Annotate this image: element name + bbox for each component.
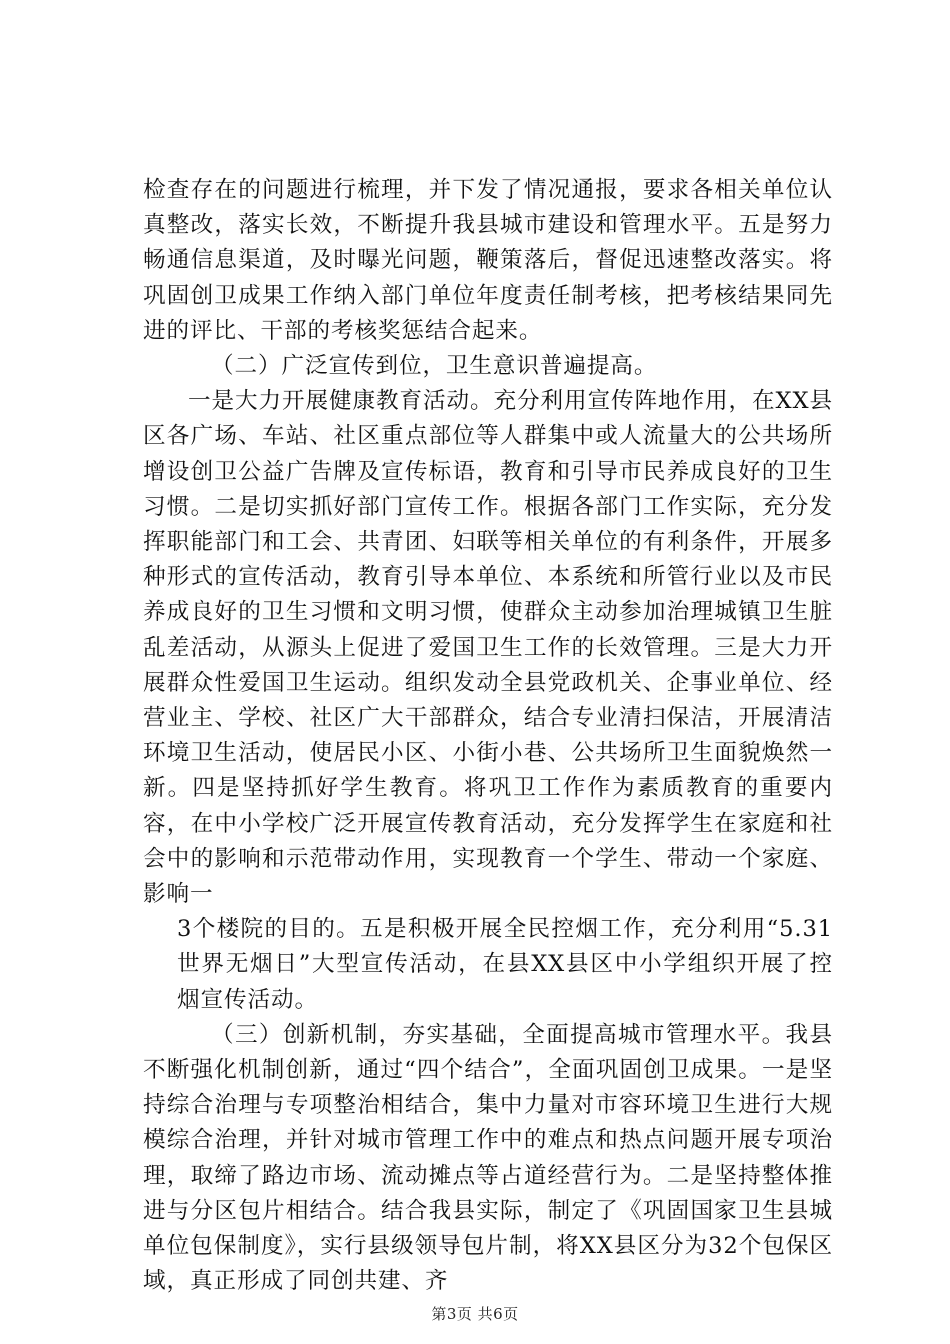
paragraph-tobacco-control: 3个楼院的目的。五是积极开展全民控烟工作，充分利用“5.31世界无烟日”大型宣传活动，在县XX县区中小学组织开展了控烟宣传活动。 (177, 916, 833, 1013)
section-heading-2: （二）广泛宣传到位，卫生意识普遍提高。 (211, 353, 658, 380)
page-number-footer: 第3页 共6页 (431, 1305, 519, 1323)
document-body (143, 173, 833, 1300)
paragraph-publicity: 一是大力开展健康教育活动。充分利用宣传阵地作用，在XX县区各广场、车站、社区重点部位等人群集中或人流量大的公共场所增设创卫公益广告牌及宣传标语，教育和引导市民养成良好的卫生习惯。二是切实抓好部门宣传工作。根据各部门工作实际，充分发挥职能部门和工会、共青团、妇联等相关单位的有利条件，开展多种形式的宣传活动，教育引导本单位、本系统和所管行业以及市民养成良好的卫生习惯和文明习惯，使群众主动参加治理城镇卫生脏乱差活动，从源头上促进了爱国卫生工作的长效管理。三是大力开展群众性爱国卫生运动。组织发动全县党政机关、企事业单位、经营业主、学校、社区广大干部群众，结合专业清扫保洁，开展清洁环境卫生活动，使居民小区、小街小巷、公共场所卫生面貌焕然一新。四是坚持抓好学生教育。将巩卫工作作为素质教育的重要内容，在中小学校广泛开展宣传教育活动，充分发挥学生在家庭和社会中的影响和示范带动作用，实现教育一个学生、带动一个家庭、影响一 (143, 388, 833, 908)
section-heading-3-paragraph: （三）创新机制，夯实基础，全面提高城市管理水平。我县不断强化机制创新，通过“四个结合”，全面巩固创卫成果。一是坚持综合治理与专项整治相结合，集中力量对市容环境卫生进行大规模综合治理，并针对城市管理工作中的难点和热点问题开展专项治理，取缔了路边市场、流动摊点等占道经营行为。二是坚持整体推进与分区包片相结合。结合我县实际，制定了《巩固国家卫生县城单位包保制度》，实行县级领导包片制，将XX县区分为32个包保区域，真正形成了同创共建、齐 (143, 1021, 833, 1295)
paragraph-continuation: 检查存在的问题进行梳理，并下发了情况通报，要求各相关单位认真整改，落实长效，不断提升我县城市建设和管理水平。五是努力畅通信息渠道，及时曝光问题，鞭策落后，督促迅速整改落实。将巩固创卫成果工作纳入部门单位年度责任制考核，把考核结果同先进的评比、干部的考核奖惩结合起来。 (143, 177, 833, 344)
